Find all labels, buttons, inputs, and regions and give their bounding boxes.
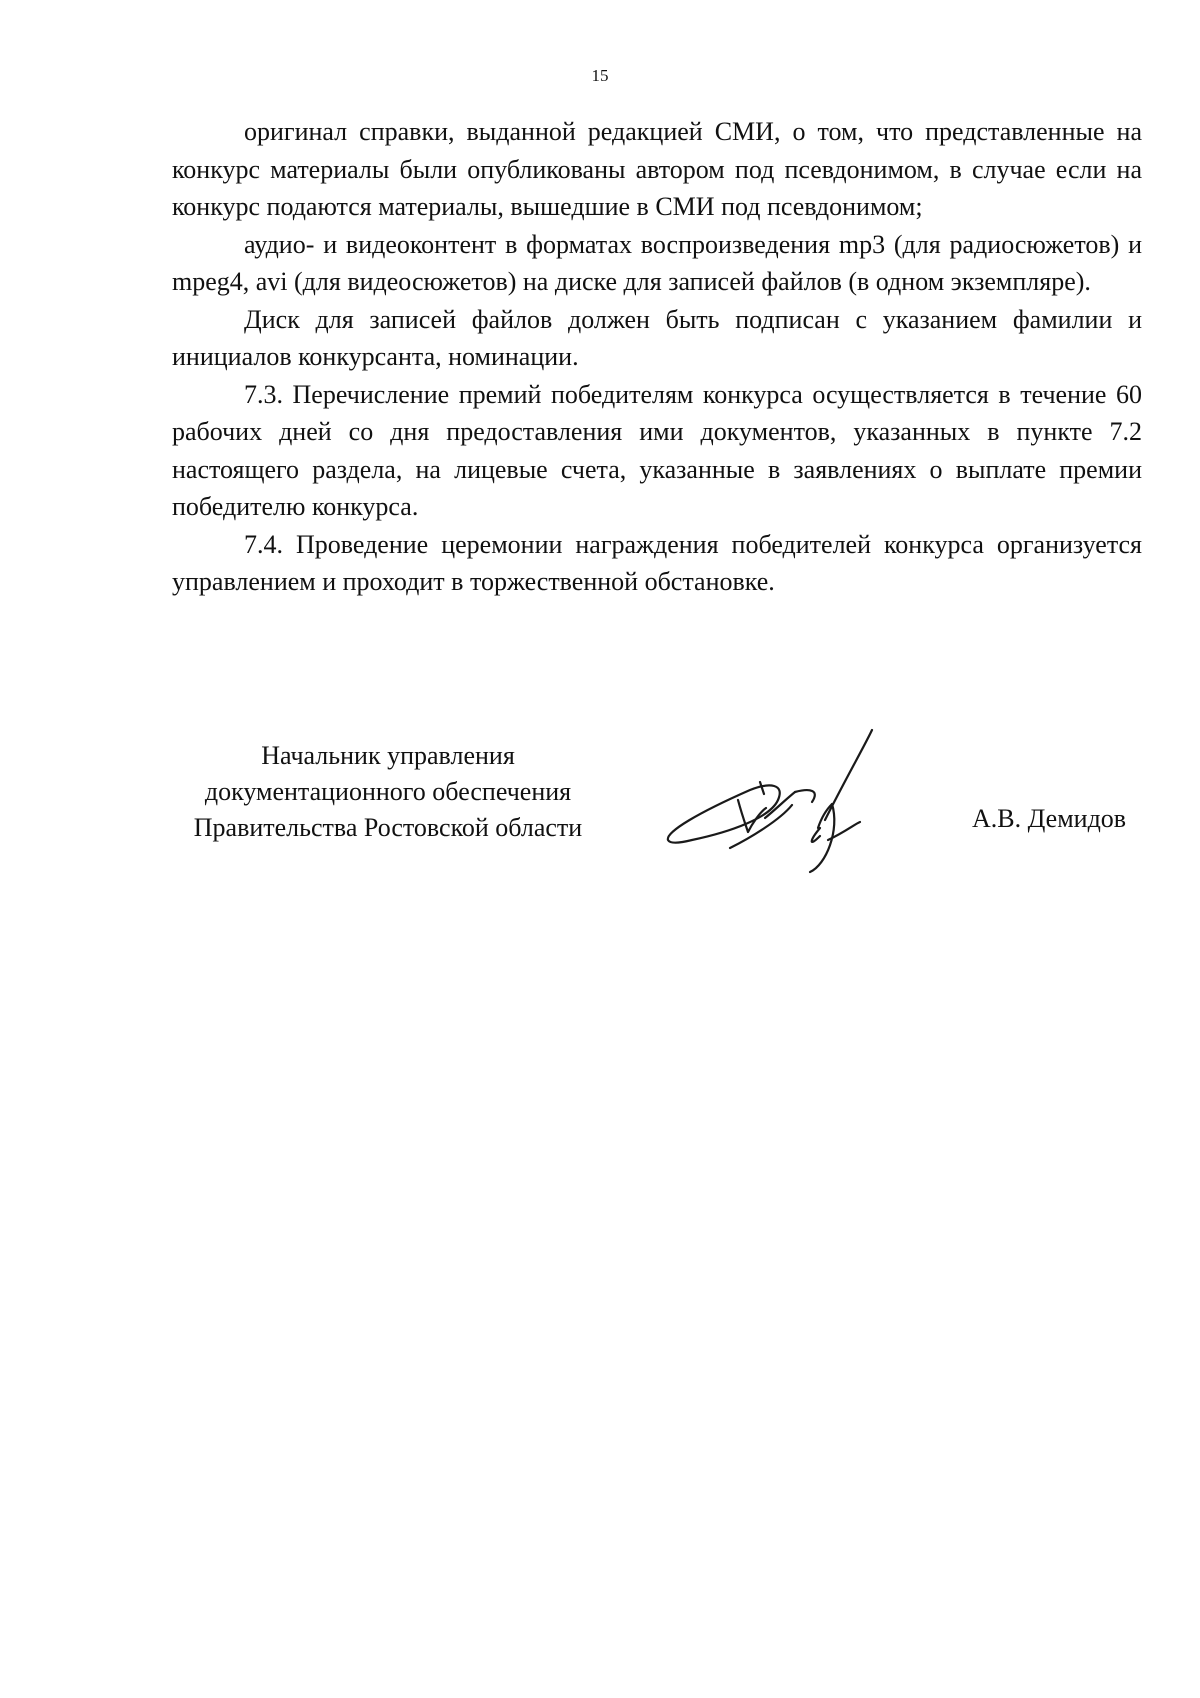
- paragraph: 7.3. Перечисление премий победителям конкурса осуществляется в течение 60 рабочих дней со дня предоставления ими документов, указанных в пункте 7.2 настоящего раздела, на лицевые счета, указанные в заявлениях о выплате премии победителю конкурса.: [172, 379, 1142, 521]
- paragraph: аудио- и видеоконтент в форматах воспроизведения mp3 (для радиосюжетов) и mpeg4, avi (для видеосюжетов) на диске для записей файлов (в одном экземпляре).: [172, 229, 1142, 296]
- document-body: [172, 113, 1142, 601]
- paragraph: оригинал справки, выданной редакцией СМИ, о том, что представленные на конкурс материалы были опубликованы автором под псевдонимом, в случае если на конкурс подаются материалы, вышедшие в СМИ под псевдонимом;: [172, 117, 1142, 221]
- signatory-position: [168, 738, 608, 846]
- page-number: 15: [591, 66, 609, 85]
- paragraph: Диск для записей файлов должен быть подписан с указанием фамилии и инициалов конкурсанта, номинации.: [172, 304, 1142, 371]
- position-line: Правительства Ростовской области: [193, 813, 583, 842]
- position-line: Начальник управления: [261, 741, 515, 770]
- signer-name: А.В. Демидов: [972, 804, 1127, 833]
- position-line: документационного обеспечения: [204, 777, 572, 806]
- paragraph: 7.4. Проведение церемонии награждения победителей конкурса организуется управлением и проходит в торжественной обстановке.: [172, 529, 1142, 596]
- handwritten-signature: [660, 720, 960, 880]
